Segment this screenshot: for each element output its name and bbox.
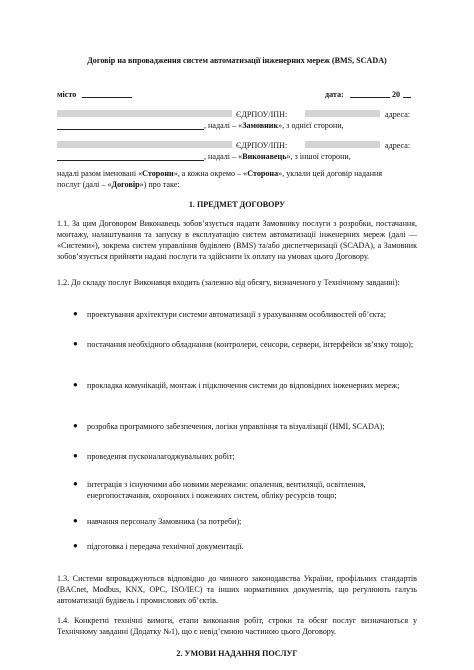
- date-field[interactable]: [350, 89, 390, 98]
- party1-edrpou-field[interactable]: [305, 110, 380, 117]
- party2-edrpou-label: ЄДРПОУ/ІПН:: [236, 141, 288, 150]
- bullet-dot-icon: ●: [73, 309, 78, 318]
- list-item: підготовка і передача технічної документації.: [87, 542, 244, 551]
- bullet-dot-icon: ●: [73, 479, 78, 488]
- list-item: прокладка комунікацій, монтаж і підключення системи до відповідних інженерних мереж;: [87, 381, 400, 390]
- year-field[interactable]: [403, 89, 411, 98]
- party2-address-label: адреса:: [385, 141, 411, 150]
- city-label: місто: [57, 90, 77, 99]
- bullet-dot-icon: ●: [73, 380, 78, 389]
- document-title: Договір на впровадження систем автоматизації інженерних мереж (BMS, SCADA): [87, 56, 387, 65]
- date-label: дата:: [325, 90, 344, 99]
- party2-address-field[interactable]: [57, 152, 204, 161]
- section2-heading: 2. УМОВИ НАДАННЯ ПОСЛУГ: [176, 649, 298, 658]
- party2-edrpou-field[interactable]: [305, 141, 380, 148]
- bullet-dot-icon: ●: [73, 541, 78, 550]
- list-item: навчання персоналу Замовника (за потреби);: [87, 517, 242, 526]
- party1-role: Замовник: [242, 121, 279, 130]
- party1-address-field[interactable]: [57, 121, 204, 130]
- bullet-dot-icon: ●: [73, 421, 78, 430]
- party2-name-field[interactable]: [57, 141, 232, 148]
- clause-1-3: 1.3. Системи впроваджуються відповідно до чинного законодавства України, профільних стандартів (BACnet, Modbus, KNX, OPC, ISO/IEC) та інших нормативних документів, що регулюють галузь автоматизації будівель і промислових об’єктів.: [57, 574, 417, 605]
- party2-role-line: , надалі – «Виконавець», з іншої сторони,: [204, 152, 351, 161]
- date-year: 20: [392, 90, 401, 99]
- intro-paragraph: надалі разом іменовані «Сторони», а кожна окремо – «Сторона», уклали цей договір надання послуг (далі – «Договір») про таке:: [57, 169, 383, 189]
- party1-edrpou-label: ЄДРПОУ/ІПН:: [236, 110, 288, 119]
- list-item: постачання необхідного обладнання (контролери, сенсори, сервери, інтерфейси зв’язку тощо);: [87, 340, 414, 349]
- clause-1-2: 1.2. До складу послуг Виконавця входить (залежно від обсягу, визначеного у Технічному завданні):: [57, 278, 400, 287]
- clause-1-1: 1.1. За цим Договором Виконавець зобов’язується надати Замовнику послуги з розробки, постачання, монтажу, налаштування та запуску в експлуатацію систем автоматизації інженерних мереж (далі — «Системи»), зокрема систем управління будівлею (BMS) та/або диспетчеризації (SCADA), а Замовник зобов’язується прийняти надані послуги та здійснити їх оплату на умовах цього Договору.: [57, 219, 417, 261]
- list-item: розробка програмного забезпечення, логіки управління та візуалізації (HMI, SCADA);: [87, 422, 385, 431]
- bullet-dot-icon: ●: [73, 451, 78, 460]
- party2-role: Виконавець: [242, 152, 287, 161]
- list-item: проектування архітектури системи автоматизації з урахуванням особливостей об’єкта;: [87, 310, 386, 319]
- party1-name-field[interactable]: [57, 110, 232, 117]
- party1-role-line: , надалі – «Замовник», з однієї сторони,: [204, 121, 344, 130]
- list-item: інтеграція з існуючими або новими мережами: опалення, вентиляції, освітлення, енергопостачання, охоронних і пожежних систем, обліку ресурсів тощо;: [87, 480, 366, 500]
- list-item: проведення пусконалагоджувальних робіт;: [87, 452, 235, 461]
- section1-heading: 1. ПРЕДМЕТ ДОГОВОРУ: [188, 200, 286, 209]
- party1-address-label: адреса:: [385, 110, 411, 119]
- bullet-dot-icon: ●: [73, 516, 78, 525]
- city-field[interactable]: [82, 89, 132, 98]
- clause-1-4: 1.4. Конкретні технічні вимоги, етапи виконання робіт, строки та обсяг послуг визначаються у Технічному завданні (Додатку №1), що є невід’ємною частиною цього Договору.: [57, 616, 417, 636]
- bullet-dot-icon: ●: [73, 339, 78, 348]
